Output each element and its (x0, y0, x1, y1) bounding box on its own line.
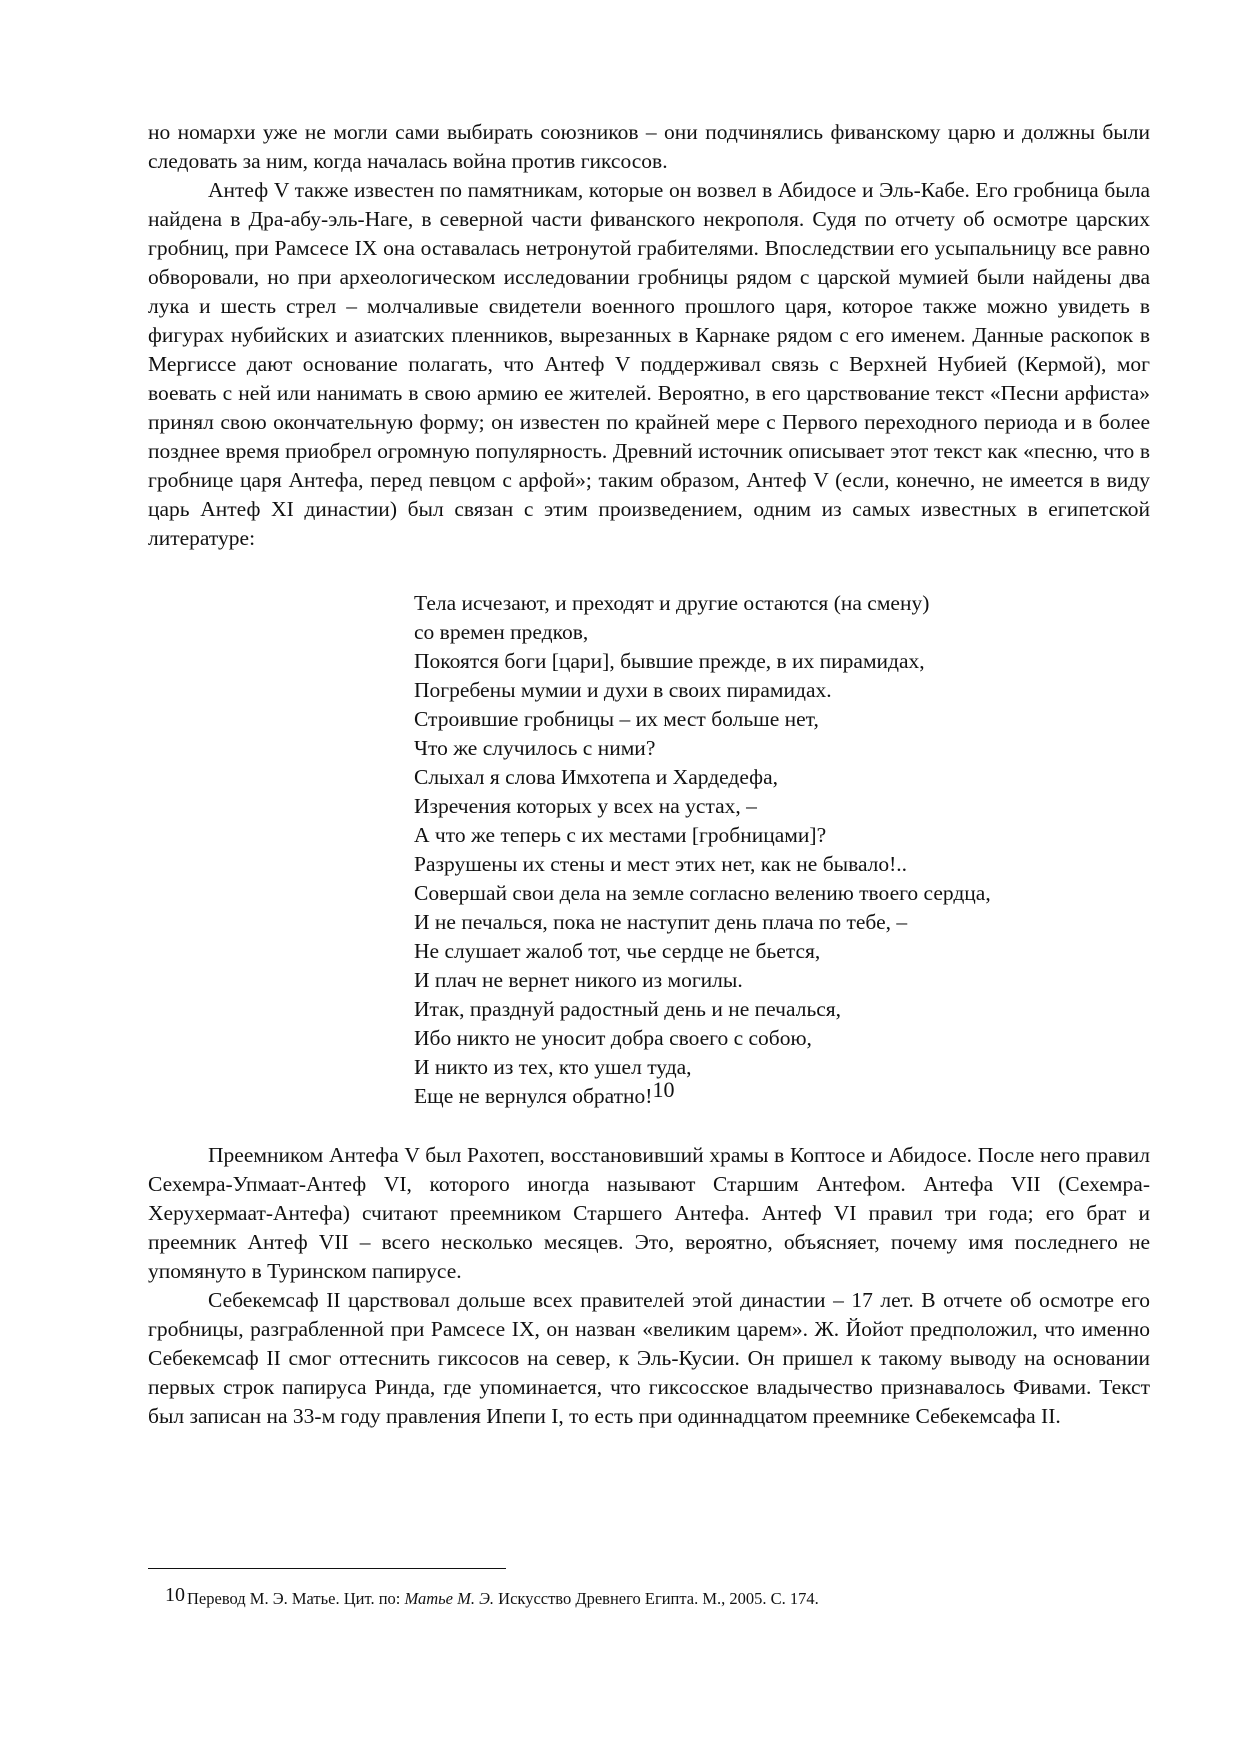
poem-line: И не печалься, пока не наступит день плача по тебе, – (414, 910, 908, 934)
poem-line: Разрушены их стены и мест этих нет, как не бывало!.. (414, 852, 908, 876)
harper-song-poem (414, 589, 1150, 1111)
poem-line: со времен предков, (414, 620, 589, 644)
poem-line: А что же теперь с их местами [гробницами]? (414, 823, 827, 847)
footnote-reference[interactable]: 10 (652, 1077, 675, 1102)
poem-line: Ибо никто не уносит добра своего с собою, (414, 1026, 812, 1050)
poem-line: Что же случилось с ними? (414, 736, 656, 760)
footnote-number: 10 (165, 1584, 185, 1606)
page-body (148, 118, 1150, 1431)
poem-line: И плач не вернет никого из могилы. (414, 968, 743, 992)
paragraph-rahotep: Преемником Антефа V был Рахотеп, восстановивший храмы в Коптосе и Абидосе. После него правил Сехемра-Упмаат-Антеф VI, которого иногда называют Старшим Антефом. Антефа VII (Сехемра-Херухермаат-Антефа) считают преемником Старшего Антефа. Антеф VI правил три года; его брат и преемник Антеф VII – всего несколько месяцев. Это, вероятно, объясняет, почему имя последнего не упомянуто в Туринском папирусе. (148, 1143, 1150, 1283)
footnote-author: Матье М. Э. (404, 1589, 495, 1608)
poem-line: Слыхал я слова Имхотепа и Хардедефа, (414, 765, 778, 789)
footnote (165, 1584, 819, 1610)
poem-line: Строившие гробницы – их мест больше нет, (414, 707, 819, 731)
poem-line: Совершай свои дела на земле согласно велению твоего сердца, (414, 881, 991, 905)
poem-line: Тела исчезают, и преходят и другие остаются (на смену) (414, 591, 930, 615)
footnote-divider (148, 1568, 506, 1569)
poem-line: Не слушает жалоб тот, чье сердце не бьется, (414, 939, 821, 963)
poem-line: Изречения которых у всех на устах, – (414, 794, 757, 818)
poem-last-line (414, 1077, 1150, 1111)
footnote-text-before: Перевод М. Э. Матье. Цит. по: (187, 1589, 405, 1608)
poem-last-line-text: Еще не вернулся обратно! (414, 1084, 653, 1108)
paragraph-sebekemsaf: Себекемсаф II царствовал дольше всех правителей этой династии – 17 лет. В отчете об осмотре его гробницы, разграбленной при Рамсесе IX, он назван «великим царем». Ж. Йойот предположил, что именно Себекемсаф II смог оттеснить гиксосов на север, к Эль-Кусии. Он пришел к такому выводу на основании первых строк папируса Ринда, где упоминается, что гиксосское владычество признавалось Фивами. Текст был записан на 33-м году правления Ипепи I, то есть при одиннадцатом преемнике Себекемсафа II. (148, 1288, 1150, 1428)
poem-line: Покоятся боги [цари], бывшие прежде, в их пирамидах, (414, 649, 925, 673)
poem-line: Погребены мумии и духи в своих пирамидах. (414, 678, 832, 702)
poem-line: Итак, празднуй радостный день и не печалься, (414, 997, 842, 1021)
paragraph-intro: но номархи уже не могли сами выбирать союзников – они подчинялись фиванскому царю и должны были следовать за ним, когда началась война против гиксосов. (148, 120, 1150, 173)
poem-line: И никто из тех, кто ушел туда, (414, 1055, 692, 1079)
footnote-text-after: Искусство Древнего Египта. М., 2005. С. 174. (494, 1589, 819, 1608)
paragraph-antef-v: Антеф V также известен по памятникам, которые он возвел в Абидосе и Эль-Кабе. Его гробница была найдена в Дра-абу-эль-Наге, в северной части фиванского некрополя. Судя по отчету об осмотре царских гробниц, при Рамсесе IX она оставалась нетронутой грабителями. Впоследствии его усыпальницу все равно обворовали, но при археологическом исследовании гробницы рядом с царской мумией были найдены два лука и шесть стрел – молчаливые свидетели военного прошлого царя, которое также можно увидеть в фигурах нубийских и азиатских пленников, вырезанных в Карнаке рядом с его именем. Данные раскопок в Мергиссе дают основание полагать, что Антеф V поддерживал связь с Верхней Нубией (Кермой), мог воевать с ней или нанимать в свою армию ее жителей. Вероятно, в его царствование текст «Песни арфиста» принял свою окончательную форму; он известен по крайней мере с Первого переходного периода и в более позднее время приобрел огромную популярность. Древний источник описывает этот текст как «песню, что в гробнице царя Антефа, перед певцом с арфой»; таким образом, Антеф V (если, конечно, не имеется в виду царь Антеф XI династии) был связан с этим произведением, одним из самых известных в египетской литературе: (148, 178, 1150, 550)
